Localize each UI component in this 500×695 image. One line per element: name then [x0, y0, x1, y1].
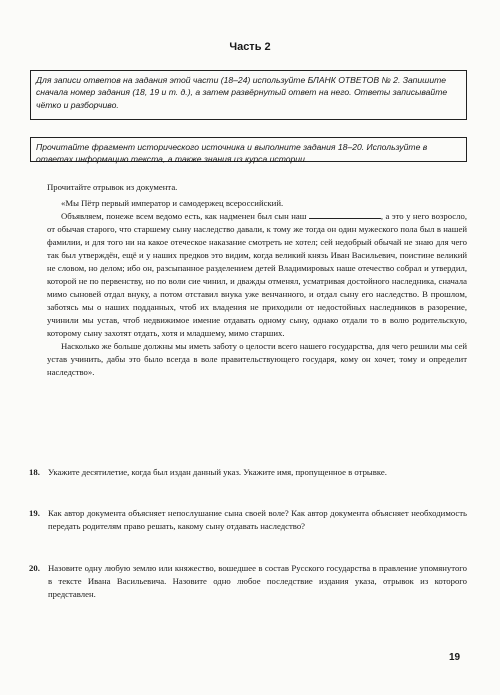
question-text: Назовите одну любую землю или княжество, вошедшее в состав Русского государства в правление упомянутого в тексте Ивана Васильевича. Назовите одно любое последствие издания указа, отрывок из которого представлен. [48, 563, 467, 599]
source-paragraph-1: «Мы Пётр первый император и самодержец всероссийский. [61, 198, 284, 208]
source-intro: Прочитайте отрывок из документа. [47, 182, 178, 192]
question-number: 18. [29, 467, 40, 477]
source-instruction-box: Прочитайте фрагмент исторического источника и выполните задания 18–20. Используйте в ответах информацию текста, а также знания из курса истории. [30, 137, 467, 162]
question-number: 19. [29, 508, 40, 518]
source-paragraph-3: Насколько же больше должны мы иметь заботу о целости всего нашего государства, для чего решили мы сей устав учинить, дабы это было всегда в воле правительствующего государя, кому он хочет, тому и определит наследство». [47, 341, 467, 377]
question-18 [29, 466, 467, 479]
answers-instruction-box: Для записи ответов на задания этой части (18–24) используйте БЛАНК ОТВЕТОВ № 2. Запишите сначала номер задания (18, 19 и т. д.), а затем развёрнутый ответ на него. Ответы записывайте чётко и разборчиво. [30, 70, 467, 120]
source-paragraph-2-rest: , а это у него возросло, от обычая старого, что старшему сыну наследство давали, к тому же тогда он один мужеского пола был в нашей фамилии, и для того ни на какое отеческое наказание смотреть не хотел; сей недобрый обычай не знаю для чего так был утверждён, ещё и у наших предков это видим, когда великий князь Иван Васильевич, поистине великий не словом, но делом; ибо он, разсыпанное разделением детей Владимировых наше отечество собрал и утвердил, которой не по первенству, но по воли сие чинил, и дважды отменял, усматривая достойного наследника, сначала мимо сыновей отдал внуку, а потом отставил внука уже венчанного, и отдал сыну его наследство. В прошлом, заботясь мы о наших подданных, чтоб их владения не приходили от недостойных наследников в разорение, учинили мы устав, чтоб недвижимое имение отдавать одному сыну, однако отдали то в волю родительскую, которому сыну захотят отдать, хотя и младшему, мимо старших. [47, 211, 467, 338]
source-text [47, 181, 467, 379]
question-19 [29, 507, 467, 533]
page-number: 19 [449, 652, 461, 663]
question-text: Укажите десятилетие, когда был издан данный указ. Укажите имя, пропущенное в отрывке. [48, 467, 387, 477]
missing-name-blank [309, 211, 381, 219]
source-paragraph-2 [47, 210, 467, 340]
question-text: Как автор документа объясняет непослушание сына своей воле? Как автор документа объясняет необходимость передать родителям право решать, какому сыну отдавать наследство? [48, 508, 467, 531]
source-paragraph-2-start: Объявляем, понеже всем ведомо есть, как надменен был сын наш [61, 211, 309, 221]
question-number: 20. [29, 563, 40, 573]
part-title: Часть 2 [229, 41, 271, 53]
question-20 [29, 562, 467, 601]
